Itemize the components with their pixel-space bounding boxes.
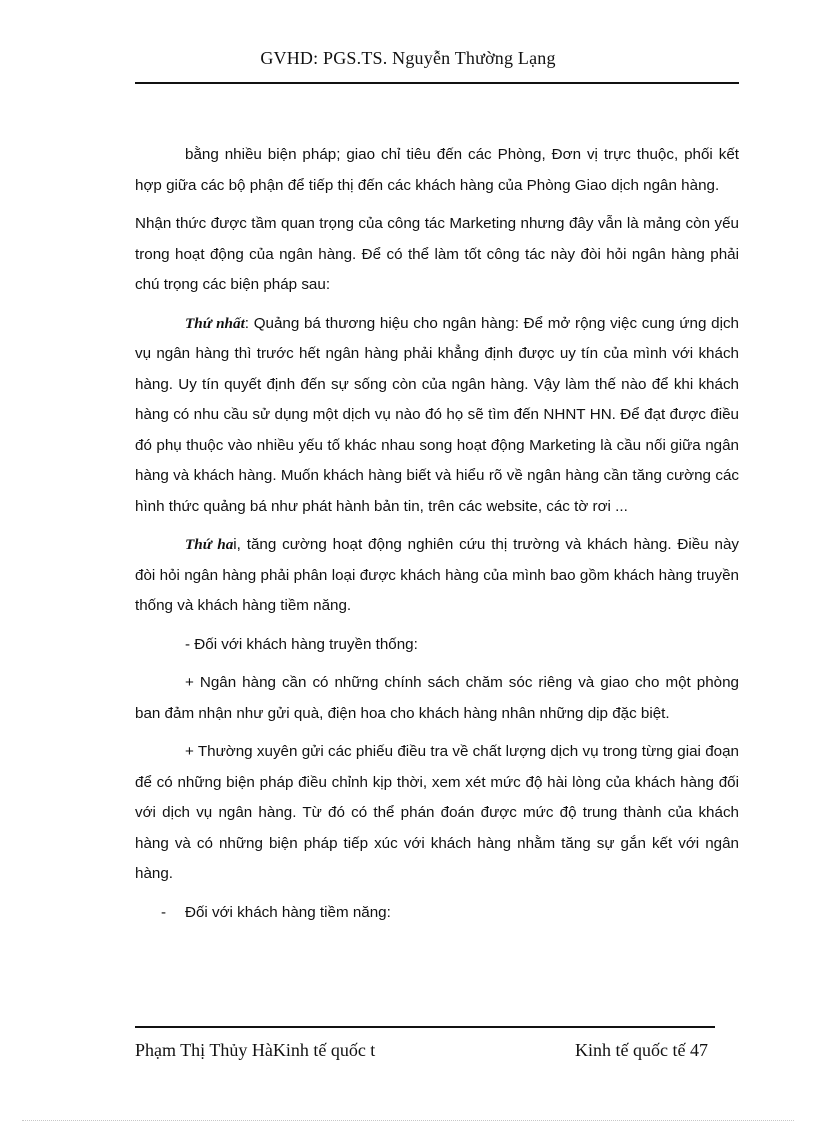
paragraph-6: + Ngân hàng cần có những chính sách chăm sóc riêng và giao cho một phòng ban đảm nhận như gửi quà, điện hoa cho khách hàng nhân những dịp đặc biệt. <box>135 674 739 722</box>
paragraph-8 <box>135 898 739 929</box>
bullet-dash: - <box>161 903 167 921</box>
paragraph-8-text: Đối với khách hàng tiềm năng: <box>185 903 391 921</box>
paragraph-4-text: i, tăng cường hoạt động nghiên cứu thị trường và khách hàng. Điều này đòi hỏi ngân hàng phải phân loại được khách hàng của mình bao gồm khách hàng truyền thống và khách hàng tiềm năng. <box>135 536 739 614</box>
page-edge-dotted-line <box>22 1120 794 1121</box>
paragraph-4-label: Thứ ha <box>185 536 234 553</box>
paragraph-3-label: Thứ nhất <box>185 314 245 332</box>
paragraph-4 <box>135 530 739 622</box>
footer-author: Phạm Thị Thủy HàKinh tế quốc t <box>135 1040 376 1060</box>
paragraph-3-text: : Quảng bá thương hiệu cho ngân hàng: Để mở rộng việc cung ứng dịch vụ ngân hàng thì trước hết ngân hàng phải khẳng định được uy tín của mình với khách hàng. Uy tín quyết định đến sự sống còn của ngân hàng. Vậy làm thế nào để khi khách hàng có nhu cầu sử dụng một dịch vụ nào đó họ sẽ tìm đến NHNT HN. Để đạt được điều đó phụ thuộc vào nhiều yếu tố khác nhau song hoạt động Marketing là cầu nối giữa ngân hàng và khách hàng. Muốn khách hàng biết và hiểu rõ về ngân hàng cần tăng cường các hình thức quảng bá như phát hành bản tin, trên các website, các tờ rơi ... <box>135 314 739 515</box>
document-body <box>135 140 739 936</box>
paragraph-5: - Đối với khách hàng truyền thống: <box>185 635 418 653</box>
header-divider <box>135 82 739 84</box>
paragraph-2: Nhận thức được tầm quan trọng của công tác Marketing nhưng đây vẫn là mảng còn yếu trong hoạt động của ngân hàng. Để có thể làm tốt công tác này đòi hỏi ngân hàng phải chú trọng các biện pháp sau: <box>135 215 739 293</box>
footer-page-label: Kinh tế quốc tế 47 <box>575 1040 708 1060</box>
paragraph-7: + Thường xuyên gửi các phiếu điều tra về chất lượng dịch vụ trong từng giai đoạn để có những biện pháp điều chỉnh kịp thời, xem xét mức độ hài lòng của khách hàng đối với dịch vụ ngân hàng. Từ đó có thể phán đoán được mức độ trung thành của khách hàng và có những biện pháp tiếp xúc với khách hàng nhằm tăng sự gắn kết với ngân hàng. <box>135 743 739 882</box>
paragraph-1: bằng nhiều biện pháp; giao chỉ tiêu đến các Phòng, Đơn vị trực thuộc, phối kết hợp giữa các bộ phận để tiếp thị đến các khách hàng của Phòng Giao dịch ngân hàng. <box>135 146 739 194</box>
page-header-title: GVHD: PGS.TS. Nguyễn Thường Lạng <box>260 48 556 68</box>
footer-divider <box>135 1026 715 1028</box>
paragraph-3 <box>135 309 739 523</box>
